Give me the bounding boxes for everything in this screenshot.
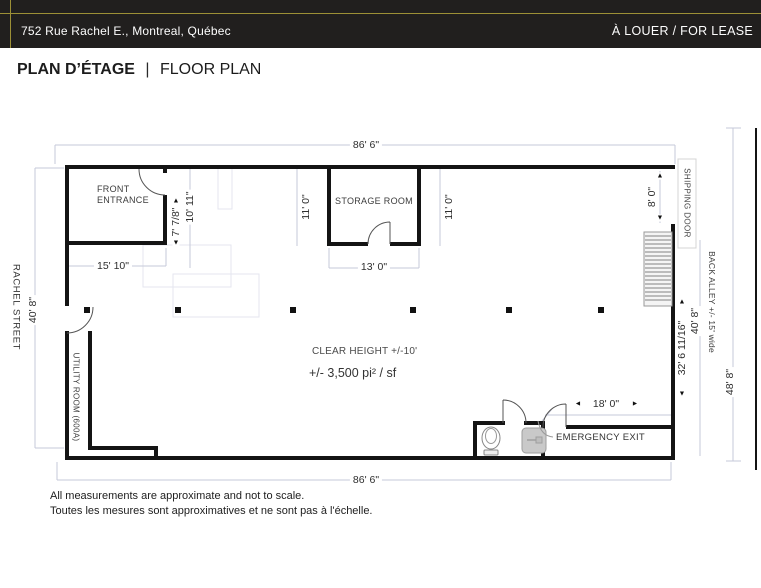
dim-right-height: 40' 8" [689, 307, 701, 335]
disclaimer-fr: Toutes les mesures sont approximatives et ne sont pas à l'échelle. [50, 505, 373, 517]
for-lease-label: À LOUER / FOR LEASE [611, 24, 753, 38]
dim-left-height: 40' 8" [27, 296, 39, 324]
dim-storage-right: 11' 0" [443, 194, 455, 220]
door-arc-storage [368, 222, 390, 244]
washroom-fixtures [482, 427, 546, 455]
toilet-bowl-inner [486, 429, 497, 444]
arrow-left-icon: ◄ [574, 400, 582, 408]
back-alley-label: BACK ALLEY +/- 15' wide [707, 251, 717, 353]
page-title-en: FLOOR PLAN [160, 61, 262, 78]
column-marker [410, 307, 416, 313]
wall-left-lower [65, 331, 69, 456]
wall-exit-corridor-top [566, 425, 675, 429]
dim-top-width: 86' 6" [350, 139, 382, 151]
dim-line-alley-length [726, 128, 741, 461]
wall-front-entrance-bottom [65, 241, 167, 245]
rachel-street-label: RACHEL STREET [10, 263, 22, 351]
area-label: +/- 3,500 pi² / sf [309, 366, 397, 380]
arrow-up-icon: ▲ [172, 197, 180, 205]
wall-front-entrance-right [163, 195, 167, 245]
wall-washroom-left [473, 421, 477, 458]
wall-front-entrance-stub [163, 165, 167, 173]
dim-line-left-height [35, 168, 64, 448]
door-swings [67, 169, 566, 427]
dim-front-depth-inner: 7' 7/8" [170, 207, 182, 237]
door-arc-washroom [503, 400, 526, 423]
wall-utility-step [154, 446, 158, 458]
wall-storage-bottom-left [327, 242, 368, 246]
arrow-up-icon: ▲ [656, 172, 664, 180]
front-entrance-line2: ENTRANCE [97, 195, 149, 205]
wall-washroom-top-left [473, 421, 505, 425]
disclaimer-en: All measurements are approximate and not to scale. [50, 490, 305, 502]
wall-utility-right [88, 331, 92, 450]
toilet-tank [484, 450, 498, 455]
column-markers [84, 307, 604, 313]
wall-utility-bottom [88, 446, 158, 450]
faint-rectangle [173, 274, 259, 317]
wall-storage-right [417, 165, 421, 246]
clear-height-label: CLEAR HEIGHT +/-10' [312, 346, 418, 357]
dim-storage-left: 11' 0" [300, 194, 312, 220]
dim-exit-span: 18' 0" [590, 398, 622, 410]
column-marker [506, 307, 512, 313]
wall-top [65, 165, 675, 169]
arrow-down-icon: ▼ [172, 239, 180, 247]
dim-front-width: 15' 10" [94, 260, 132, 272]
dim-bottom-width: 86' 6" [350, 474, 382, 486]
column-marker [598, 307, 604, 313]
property-address: 752 Rue Rachel E., Montreal, Québec [21, 24, 231, 38]
front-entrance-label [97, 184, 149, 206]
arrow-down-icon: ▼ [656, 214, 664, 222]
arrow-up-icon: ▲ [678, 298, 686, 306]
arrow-right-icon: ► [631, 400, 639, 408]
dim-rear-span: 32' 6 11/16" [676, 320, 688, 376]
storage-room-label: STORAGE ROOM [335, 196, 413, 206]
page-title-fr: PLAN D’ÉTAGE [17, 61, 135, 78]
wall-left-upper [65, 169, 69, 306]
column-marker [175, 307, 181, 313]
faint-rectangle [218, 167, 232, 209]
dim-shipping-width: 8' 0" [646, 186, 658, 208]
page-title-divider: | [145, 61, 150, 78]
dim-storage-width: 13' 0" [358, 261, 390, 273]
stairs-outline [644, 232, 672, 306]
front-entrance-line1: FRONT [97, 184, 130, 194]
back-alley-far-line [755, 128, 757, 470]
wall-storage-bottom-right [390, 242, 421, 246]
column-marker [84, 307, 90, 313]
dim-line-exit-span [542, 409, 672, 421]
wall-storage-left [327, 165, 331, 246]
dim-alley-length: 48' 8" [724, 368, 736, 396]
stairs [644, 232, 672, 306]
dim-front-depth-outer: 10' 11" [184, 191, 196, 223]
shipping-door-label: SHIPPING DOOR [682, 168, 692, 238]
arrow-down-icon: ▼ [678, 390, 686, 398]
sink-unit-detail-2 [536, 437, 542, 443]
column-marker [290, 307, 296, 313]
emergency-exit-label: EMERGENCY EXIT [556, 432, 646, 443]
utility-room-label: UTILITY ROOM (600A) [71, 352, 81, 442]
